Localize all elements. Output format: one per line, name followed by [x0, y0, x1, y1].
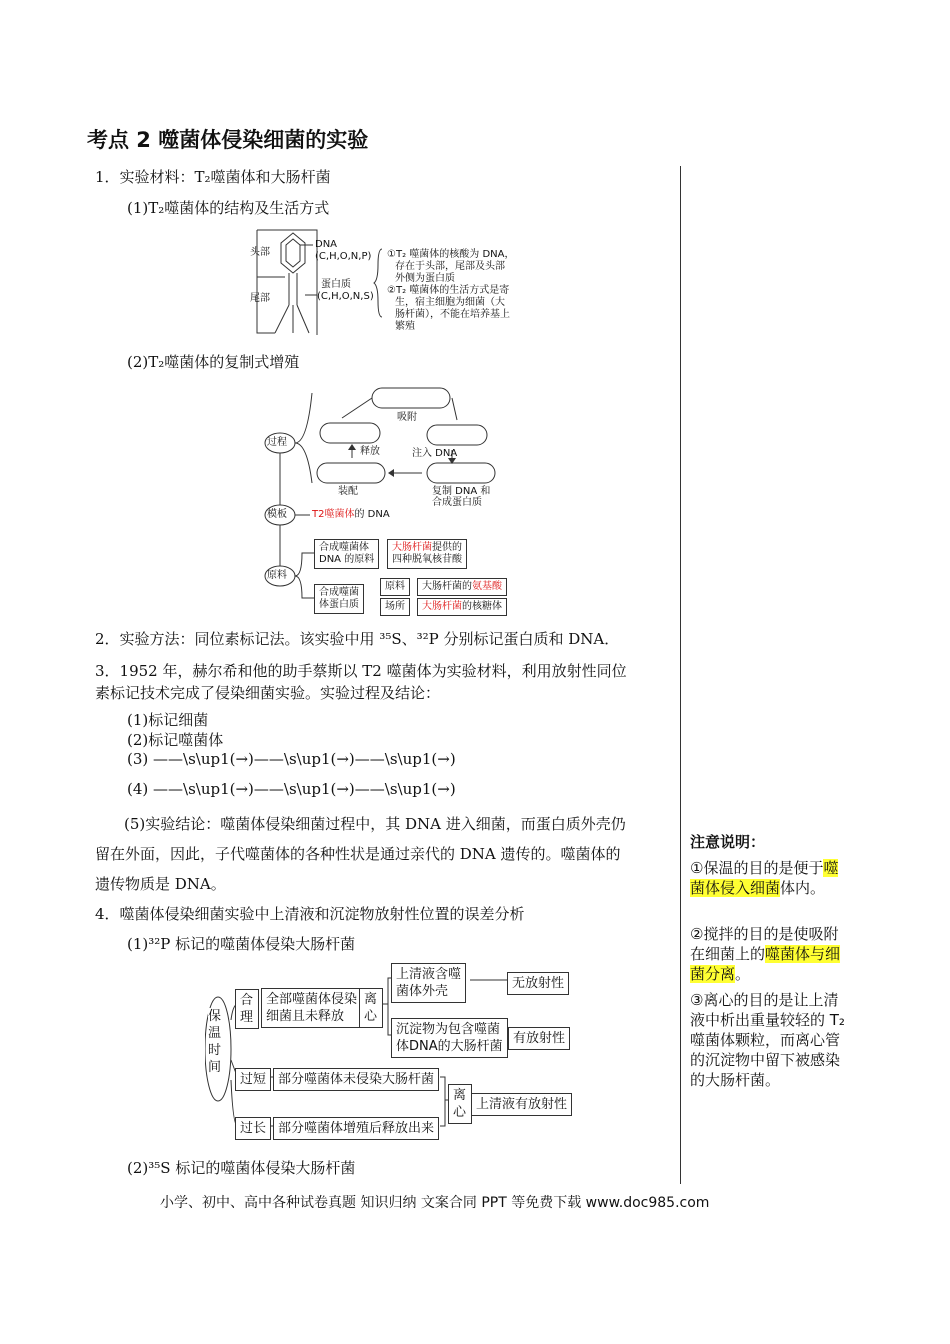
- template-label: 模板: [267, 509, 287, 520]
- phage-structure-figure: [245, 225, 530, 335]
- dna-material-box: [314, 539, 379, 569]
- too-long-desc-box: 部分噬菌体增殖后释放出来: [273, 1117, 439, 1140]
- section-1-heading: 1．实验材料：T₂噬菌体和大肠杆菌: [95, 168, 331, 186]
- side-note-1-end: 体内。: [780, 879, 826, 897]
- margin-divider: [680, 166, 681, 1184]
- raw-value-highlight: 氨基酸: [472, 581, 502, 592]
- step-3: (3) ——\s\up1(→)——\s\up1(→)——\s\up1(→): [127, 750, 456, 768]
- note-line: 存在于头部，尾部及头部: [395, 261, 505, 272]
- note-line: 肠杆菌），不能在培养基上: [395, 309, 510, 320]
- step-1: (1)标记细菌: [127, 711, 209, 729]
- supernatant-box: [391, 963, 466, 1003]
- tail-label: 尾部: [250, 293, 270, 304]
- template-value: [312, 509, 390, 521]
- subheading-replication: (2)T₂噬菌体的复制式增殖: [127, 353, 300, 371]
- reasonable-desc-box: [261, 988, 362, 1028]
- conclusion-line-1: (5)实验结论：噬菌体侵染细菌过程中，其 DNA 进入细菌，而蛋白质外壳仍: [124, 815, 626, 833]
- replication-figure: [262, 378, 507, 618]
- subheading-p32: (1)³²P 标记的噬菌体侵染大肠杆菌: [127, 935, 356, 953]
- material-label: 原料: [267, 570, 287, 581]
- subheading-s35: (2)³⁵S 标记的噬菌体侵染大肠杆菌: [127, 1159, 356, 1177]
- dna-source-line-2: 四种脱氧核苷酸: [392, 554, 462, 565]
- dna-source-box: [387, 539, 467, 569]
- adsorb-label: 吸附: [397, 412, 417, 423]
- supernatant-radioactive-box: 上清液有放射性: [471, 1093, 572, 1116]
- subheading-structure: (1)T₂噬菌体的结构及生活方式: [127, 199, 330, 217]
- template-value-rest: 的 DNA: [354, 509, 390, 520]
- supernatant-1: 上清液含噬: [396, 967, 462, 982]
- note-line: 外侧为蛋白质: [395, 273, 455, 284]
- dna-source-highlight: 大肠杆菌: [392, 542, 432, 553]
- side-note-3: ③离心的目的是让上清液中析出重量较轻的 T₂噬菌体颗粒，而离心管的沉淀物中留下被感染的大肠杆菌。: [690, 991, 845, 1089]
- reasonable-box: 合理: [235, 989, 259, 1029]
- side-note-2-text: ②搅拌的目的是使吸附在细菌上的: [690, 925, 839, 963]
- centrifuge-box-1: 离心: [359, 988, 383, 1028]
- side-note-2: [690, 924, 850, 984]
- too-long-box: 过长: [235, 1117, 271, 1140]
- protein-material-line-1: 合成噬菌: [319, 587, 359, 598]
- dna-material-line-1: 合成噬菌体: [319, 542, 369, 553]
- release-label: 释放: [360, 446, 380, 457]
- dna-source-line-1: [392, 542, 462, 554]
- section-3-line-1: 3．1952 年，赫尔希和他的助手蔡斯以 T2 噬菌体为实验材料，利用放射性同位: [95, 662, 627, 680]
- side-note-1-highlight: 噬菌体侵入细菌: [690, 859, 839, 897]
- side-note-1: [690, 858, 850, 898]
- page-footer: 小学、初中、高中各种试卷真题 知识归纳 文案合同 PPT 等免费下载 www.doc985.com: [160, 1195, 710, 1211]
- section-2: 2．实验方法：同位素标记法。该实验中用 ³⁵S、³²P 分别标记蛋白质和 DNA．: [95, 630, 620, 648]
- section-4: 4．噬菌体侵染细菌实验中上清液和沉淀物放射性位置的误差分析: [95, 905, 525, 923]
- raw-value-text: 大肠杆菌的: [422, 581, 472, 592]
- error-analysis-figure: [205, 960, 575, 1138]
- process-label: 过程: [267, 437, 287, 448]
- head-label: 头部: [250, 247, 270, 258]
- dna-label: DNA: [315, 239, 338, 250]
- raw-value-box: [417, 578, 507, 596]
- no-radioactivity-box: 无放射性: [507, 972, 569, 995]
- reasonable-desc-1: 全部噬菌体侵染: [266, 992, 358, 1007]
- section-3-line-2: 素标记技术完成了侵染细菌实验。实验过程及结论：: [95, 684, 441, 702]
- incubation-time-label: 保温时间: [208, 1009, 222, 1075]
- conclusion-line-2: 留在外面，因此，子代噬菌体的各种性状是通过亲代的 DNA 遗传的。噬菌体的: [95, 845, 621, 863]
- site-value-text: 的核糖体: [462, 601, 502, 612]
- note-line: 繁殖: [395, 321, 415, 332]
- protein-label: 蛋白质: [321, 279, 351, 290]
- site-label-box: 场所: [380, 598, 410, 616]
- side-note-1-text: ①保温的目的是便于: [690, 859, 824, 877]
- dna-material-line-2: DNA 的原料: [319, 554, 375, 565]
- sediment-2: 体DNA的大肠杆菌: [396, 1039, 503, 1054]
- sediment-box: [391, 1018, 508, 1058]
- supernatant-2: 菌体外壳: [396, 984, 449, 999]
- protein-material-line-2: 体蛋白质: [319, 599, 359, 610]
- page-title: 考点 2 噬菌体侵染细菌的实验: [87, 128, 369, 152]
- dna-source-rest: 提供的: [432, 542, 462, 553]
- site-value-box: [417, 598, 507, 616]
- template-value-highlight: T2噬菌体: [312, 509, 355, 520]
- assemble-label: 装配: [338, 486, 358, 497]
- note-line: ②T₂ 噬菌体的生活方式是寄: [387, 285, 510, 296]
- too-short-box: 过短: [235, 1068, 271, 1091]
- raw-label-box: 原料: [380, 578, 410, 596]
- note-line: ①T₂ 噬菌体的核酸为 DNA，: [387, 249, 515, 260]
- sediment-1: 沉淀物为包含噬菌: [396, 1022, 501, 1037]
- side-note-2-highlight: 噬菌体与细菌分离: [690, 945, 841, 983]
- protein-elements: (C,H,O,N,S): [317, 291, 374, 302]
- replicate-label-2: 合成蛋白质: [432, 497, 482, 508]
- step-4: (4) ——\s\up1(→)——\s\up1(→)——\s\up1(→): [127, 780, 456, 798]
- side-note-2-end: 。: [735, 965, 751, 983]
- dna-elements: (C,H,O,N,P): [315, 251, 372, 262]
- inject-label: 注入 DNA: [412, 448, 458, 459]
- note-line: 生，宿主细胞为细菌（大: [395, 297, 505, 308]
- protein-material-box: [314, 584, 364, 614]
- step-2: (2)标记噬菌体: [127, 731, 224, 749]
- reasonable-desc-2: 细菌且未释放: [266, 1009, 345, 1024]
- centrifuge-box-2: 离心: [448, 1084, 472, 1124]
- has-radioactivity-box: 有放射性: [508, 1027, 570, 1050]
- side-note-heading: 注意说明：: [690, 833, 766, 851]
- too-short-desc-box: 部分噬菌体未侵染大肠杆菌: [273, 1068, 439, 1091]
- replicate-label: 复制 DNA 和: [432, 486, 491, 497]
- site-value-highlight: 大肠杆菌: [422, 601, 462, 612]
- conclusion-line-3: 遗传物质是 DNA。: [95, 875, 226, 893]
